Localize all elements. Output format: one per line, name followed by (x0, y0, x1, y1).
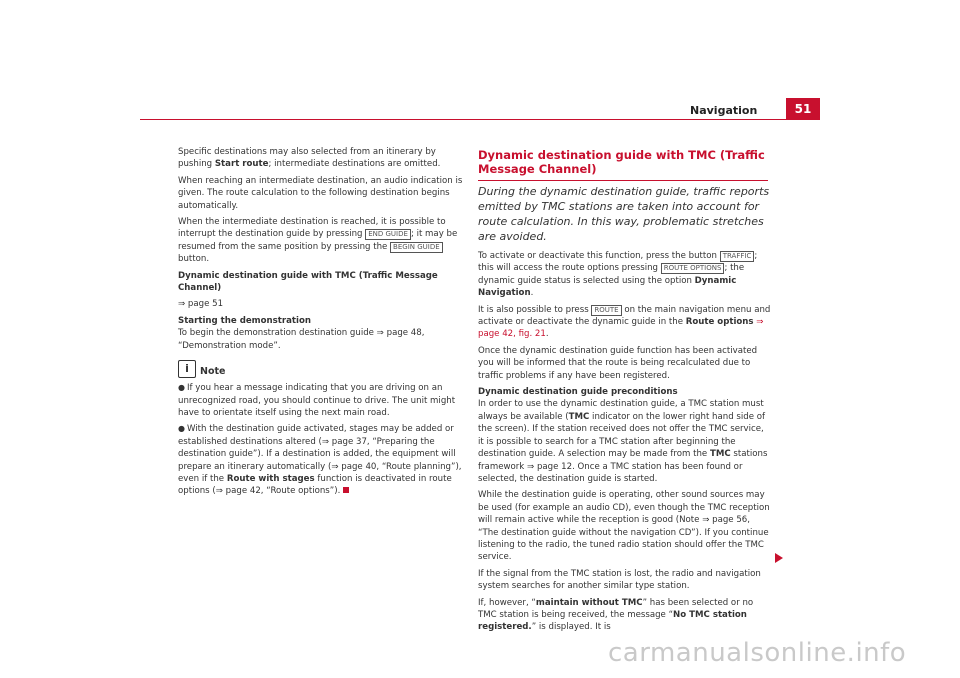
paragraph: When the intermediate destination is reached, it is possible to interrupt the destination guide by pressing END GUIDE ; it may be resumed from the same position by pressing the BEGIN GUIDE button. (178, 217, 458, 265)
bullet-icon: ● (178, 424, 185, 434)
subheading: Dynamic destination guide preconditions (478, 387, 678, 398)
section-lead: During the dynamic destination guide, traffic reports emitted by TMC stations are taken into account for route calculation. In this way, problematic stretches are avoided. (478, 185, 770, 243)
page-reference: ⇒ page 51 (178, 299, 224, 310)
paragraph: In order to use the dynamic destination guide, a TMC station must always be available (TMC indicator on the lower right hand side of the screen). If the station received does not offer the TMC service, it is possible to search for a TMC station after beginning the destination guide. A selection may be made from the TMC stations framework ⇒ page 12. Once a TMC station has been found or selected, the destination guide is started. (478, 399, 768, 484)
subheading: Starting the demonstration (178, 315, 311, 326)
note-heading: i Note (178, 360, 472, 378)
subheading: Dynamic destination guide with TMC (Traffic Message Channel) (178, 270, 438, 294)
info-icon: i (178, 360, 196, 378)
page-header-title: Navigation (690, 104, 758, 117)
end-of-section-icon (343, 487, 349, 493)
bullet-icon: ● (178, 383, 185, 393)
paragraph: If the signal from the TMC station is lost, the radio and navigation system searches for another similar type station. (478, 568, 761, 592)
section-title-rule (478, 180, 768, 181)
begin-guide-button-label: BEGIN GUIDE (390, 242, 443, 253)
page-number: 51 (786, 98, 820, 120)
paragraph: When reaching an intermediate destination, an audio indication is given. The route calculation to the following destination begins automatically. (178, 175, 463, 211)
list-item: ● If you hear a message indicating that you are driving on an unrecognized road, you should continue to drive. The unit might have to orientate itself using the next main road. (178, 383, 456, 418)
section-title: Dynamic destination guide with TMC (Traffic Message Channel) (478, 148, 765, 176)
paragraph: If, however, “maintain without TMC” has been selected or no TMC station is being received, the message “No TMC station registered.” is displayed. It is (478, 597, 754, 633)
paragraph: Specific destinations may also selected from an itinerary by pushing Start route; intermediate destinations are omitted. (178, 147, 441, 170)
route-options-button-label: ROUTE OPTIONS (661, 263, 725, 274)
paragraph: To activate or deactivate this function, press the button TRAFFIC ; this will access the route options pressing ROUTE OPTIONS ; the dynamic guide status is selected using the option Dynamic Navigation. (478, 251, 758, 299)
paragraph: While the destination guide is operating, other sound sources may be used (for example an audio CD), even though the TMC reception will remain active while the reception is good (Note ⇒ page 56, “The destination guide without the navigation CD”). If you continue listening to the radio, the tuned radio station should offer the TMC service. (478, 490, 770, 563)
paragraph: Once the dynamic destination guide function has been activated you will be informed that the route is being recalculated due to traffic problems if any have been registered. (478, 345, 758, 381)
list-item: ● With the destination guide activated, stages may be added or established destinations altered (⇒ page 37, “Preparing the destination guide”). If a destination is added, the equipment will prepare an itinerary automatically (⇒ page 40, “Route planning”), even if the Route with stages function is deactivated in route options (⇒ page 42, “Route options”). (178, 424, 462, 497)
right-column (478, 148, 772, 638)
route-button-label: ROUTE (591, 305, 621, 316)
header-rule (140, 119, 820, 120)
traffic-button-label: TRAFFIC (720, 251, 755, 262)
paragraph: To begin the demonstration destination guide ⇒ page 48, “Demonstration mode”. (178, 328, 425, 351)
paragraph: It is also possible to press ROUTE on the main navigation menu and activate or deactivate the dynamic guide in the Route options ⇒ page 42, fig. 21. (478, 304, 771, 340)
watermark: carmanualsonline.info (608, 638, 907, 668)
left-column (178, 146, 472, 502)
continue-arrow-icon (775, 553, 783, 563)
end-guide-button-label: END GUIDE (365, 229, 411, 240)
page-link[interactable]: ⇒ page 42, fig. 21 (478, 317, 764, 340)
